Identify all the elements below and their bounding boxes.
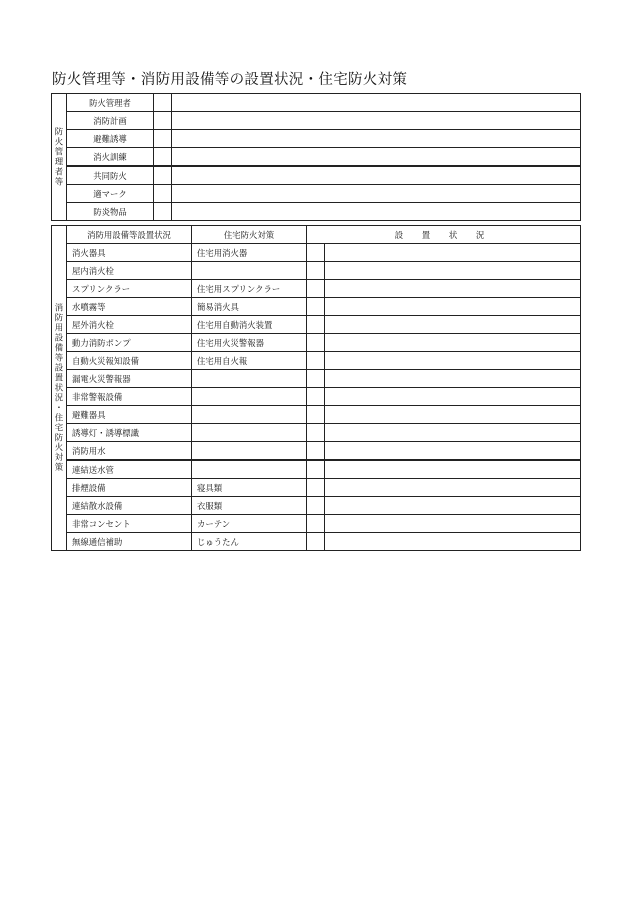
- table-row: [52, 334, 581, 352]
- row-label: 防火管理者: [67, 94, 154, 112]
- check-cell[interactable]: [307, 533, 325, 551]
- table-row: [52, 166, 581, 185]
- table-row: [52, 280, 581, 298]
- equipment-cell: 連結散水設備: [67, 497, 192, 515]
- group-label-equipment: 消防用設備等設置状況・住宅防火対策: [52, 226, 67, 551]
- equipment-cell: 水噴霧等: [67, 298, 192, 316]
- header-status: 設 置 状 況: [307, 226, 581, 244]
- status-cell[interactable]: [325, 497, 581, 515]
- status-cell[interactable]: [172, 203, 581, 221]
- check-cell[interactable]: [307, 497, 325, 515]
- equipment-status-table: [51, 225, 581, 551]
- table-row: [52, 244, 581, 262]
- page-title: 防火管理等・消防用設備等の設置状況・住宅防火対策: [52, 72, 408, 88]
- residential-cell: [192, 262, 307, 280]
- row-label: 共同防火: [67, 166, 154, 185]
- equipment-cell: 動力消防ポンプ: [67, 334, 192, 352]
- table-row: [52, 515, 581, 533]
- table-row: [52, 130, 581, 148]
- table-row: [52, 203, 581, 221]
- status-cell[interactable]: [325, 334, 581, 352]
- equipment-cell: 避難器具: [67, 406, 192, 424]
- residential-cell: 住宅用火災警報器: [192, 334, 307, 352]
- check-cell[interactable]: [307, 424, 325, 442]
- equipment-cell: 無線通信補助: [67, 533, 192, 551]
- header-equipment: 消防用設備等設置状況: [67, 226, 192, 244]
- fire-management-table: [51, 93, 581, 221]
- status-cell[interactable]: [325, 442, 581, 461]
- status-cell[interactable]: [172, 148, 581, 167]
- table-row: [52, 352, 581, 370]
- residential-cell: 寝具類: [192, 479, 307, 497]
- row-label: 消火訓練: [67, 148, 154, 167]
- check-cell[interactable]: [307, 442, 325, 461]
- check-cell[interactable]: [154, 166, 172, 185]
- check-cell[interactable]: [307, 244, 325, 262]
- residential-cell: カーテン: [192, 515, 307, 533]
- check-cell[interactable]: [307, 479, 325, 497]
- status-cell[interactable]: [172, 94, 581, 112]
- table-row: [52, 316, 581, 334]
- status-cell[interactable]: [172, 112, 581, 130]
- residential-cell: [192, 406, 307, 424]
- table-row: [52, 148, 581, 167]
- check-cell[interactable]: [307, 352, 325, 370]
- check-cell[interactable]: [307, 388, 325, 406]
- status-cell[interactable]: [325, 280, 581, 298]
- table-row: [52, 460, 581, 479]
- equipment-cell: 自動火災報知設備: [67, 352, 192, 370]
- residential-cell: じゅうたん: [192, 533, 307, 551]
- check-cell[interactable]: [307, 316, 325, 334]
- residential-cell: 簡易消火具: [192, 298, 307, 316]
- equipment-cell: 非常警報設備: [67, 388, 192, 406]
- equipment-cell: 屋外消火栓: [67, 316, 192, 334]
- status-cell[interactable]: [325, 479, 581, 497]
- status-cell[interactable]: [325, 388, 581, 406]
- residential-cell: 住宅用自火報: [192, 352, 307, 370]
- header-residential: 住宅防火対策: [192, 226, 307, 244]
- residential-cell: 住宅用消火器: [192, 244, 307, 262]
- table-row: [52, 479, 581, 497]
- status-cell[interactable]: [325, 424, 581, 442]
- check-cell[interactable]: [307, 515, 325, 533]
- check-cell[interactable]: [307, 280, 325, 298]
- header-row: [52, 226, 581, 244]
- table-row: [52, 497, 581, 515]
- table-row: [52, 406, 581, 424]
- status-cell[interactable]: [325, 533, 581, 551]
- status-cell[interactable]: [325, 262, 581, 280]
- table-row: [52, 262, 581, 280]
- check-cell[interactable]: [154, 130, 172, 148]
- status-cell[interactable]: [172, 166, 581, 185]
- check-cell[interactable]: [307, 298, 325, 316]
- check-cell[interactable]: [307, 406, 325, 424]
- table-row: [52, 533, 581, 551]
- table-row: [52, 424, 581, 442]
- table-row: [52, 370, 581, 388]
- equipment-cell: スプリンクラー: [67, 280, 192, 298]
- status-cell[interactable]: [325, 515, 581, 533]
- status-cell[interactable]: [325, 370, 581, 388]
- table-row: [52, 388, 581, 406]
- residential-cell: [192, 460, 307, 479]
- status-cell[interactable]: [325, 244, 581, 262]
- check-cell[interactable]: [307, 370, 325, 388]
- equipment-cell: 漏電火災警報器: [67, 370, 192, 388]
- table-row: [52, 442, 581, 461]
- table-row: [52, 185, 581, 203]
- check-cell[interactable]: [307, 460, 325, 479]
- check-cell[interactable]: [154, 185, 172, 203]
- status-cell[interactable]: [325, 352, 581, 370]
- residential-cell: [192, 442, 307, 461]
- status-cell[interactable]: [172, 130, 581, 148]
- equipment-cell: 連結送水管: [67, 460, 192, 479]
- equipment-cell: 非常コンセント: [67, 515, 192, 533]
- residential-cell: 衣服類: [192, 497, 307, 515]
- residential-cell: [192, 388, 307, 406]
- table-row: [52, 112, 581, 130]
- equipment-cell: 消火器具: [67, 244, 192, 262]
- check-cell[interactable]: [307, 334, 325, 352]
- check-cell[interactable]: [154, 112, 172, 130]
- equipment-cell: 排煙設備: [67, 479, 192, 497]
- status-cell[interactable]: [325, 406, 581, 424]
- check-cell[interactable]: [154, 148, 172, 167]
- residential-cell: [192, 424, 307, 442]
- equipment-cell: 消防用水: [67, 442, 192, 461]
- row-label: 避難誘導: [67, 130, 154, 148]
- check-cell[interactable]: [154, 203, 172, 221]
- status-cell[interactable]: [325, 316, 581, 334]
- status-cell[interactable]: [172, 185, 581, 203]
- check-cell[interactable]: [307, 262, 325, 280]
- equipment-cell: 誘導灯・誘導標識: [67, 424, 192, 442]
- equipment-cell: 屋内消火栓: [67, 262, 192, 280]
- row-label: 消防計画: [67, 112, 154, 130]
- residential-cell: [192, 370, 307, 388]
- residential-cell: 住宅用スプリンクラー: [192, 280, 307, 298]
- status-cell[interactable]: [325, 460, 581, 479]
- check-cell[interactable]: [154, 94, 172, 112]
- row-label: 適マーク: [67, 185, 154, 203]
- group-label-fire-management: 防火管理者等: [52, 94, 67, 221]
- row-label: 防炎物品: [67, 203, 154, 221]
- table-row: [52, 94, 581, 112]
- residential-cell: 住宅用自動消火装置: [192, 316, 307, 334]
- table-row: [52, 298, 581, 316]
- status-cell[interactable]: [325, 298, 581, 316]
